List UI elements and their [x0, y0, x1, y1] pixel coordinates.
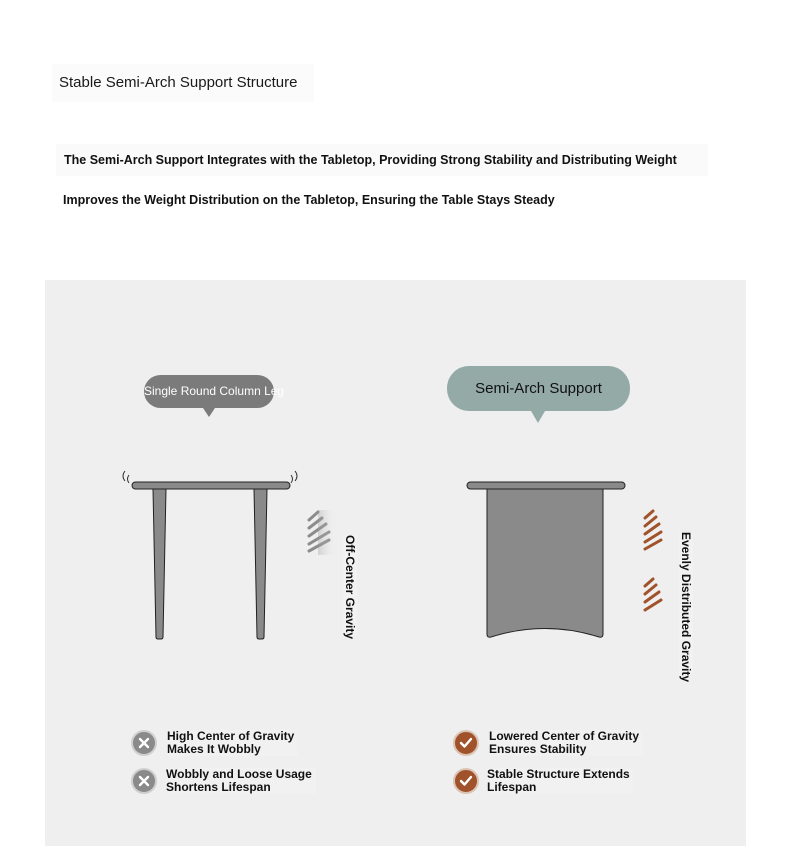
check-icon	[453, 768, 479, 794]
feature-line: Lowered Center of Gravity	[489, 729, 640, 743]
left-tabletop	[132, 482, 290, 489]
wobble-mark	[128, 475, 130, 483]
wobble-mark	[291, 475, 293, 483]
semi-arch-table-illustration	[467, 482, 625, 637]
feature-line: Lifespan	[487, 780, 537, 794]
left-feature-1	[131, 730, 298, 756]
feature-line: High Center of Gravity	[167, 729, 295, 743]
evenly-distributed-gravity-label: Evenly Distributed Gravity	[679, 532, 693, 683]
left-feature-2	[131, 768, 316, 794]
feature-line: Ensures Stability	[489, 742, 587, 756]
subtitle-line-2: Improves the Weight Distribution on the Tabletop, Ensuring the Table Stays Steady	[63, 193, 555, 207]
right-feature-1	[453, 730, 643, 756]
left-leg-1	[153, 489, 166, 639]
wobble-mark	[295, 471, 297, 481]
x-icon	[131, 730, 157, 756]
page-title: Stable Semi-Arch Support Structure	[52, 64, 314, 102]
check-icon	[453, 730, 479, 756]
x-icon	[131, 768, 157, 794]
feature-line: Stable Structure Extends	[487, 767, 630, 781]
right-tabletop	[467, 482, 625, 489]
left-leg-2	[254, 489, 267, 639]
off-center-gravity-arrows	[309, 510, 338, 555]
feature-line: Wobbly and Loose Usage	[166, 767, 312, 781]
subtitle-line-1: The Semi-Arch Support Integrates with the Tabletop, Providing Strong Stability and Distributing Weight	[56, 144, 708, 176]
evenly-distributed-gravity-arrows	[645, 511, 661, 610]
off-center-gravity-label: Off-Center Gravity	[343, 535, 357, 640]
semi-arch-support-bubble: Semi-Arch Support	[447, 366, 630, 411]
column-leg-table-illustration	[123, 471, 297, 639]
feature-line: Makes It Wobbly	[167, 742, 261, 756]
feature-line: Shortens Lifespan	[166, 780, 271, 794]
right-feature-2	[453, 768, 634, 794]
wobble-mark	[123, 471, 125, 481]
semi-arch-support	[487, 489, 603, 637]
single-column-leg-bubble: Single Round Column Leg	[144, 375, 274, 408]
